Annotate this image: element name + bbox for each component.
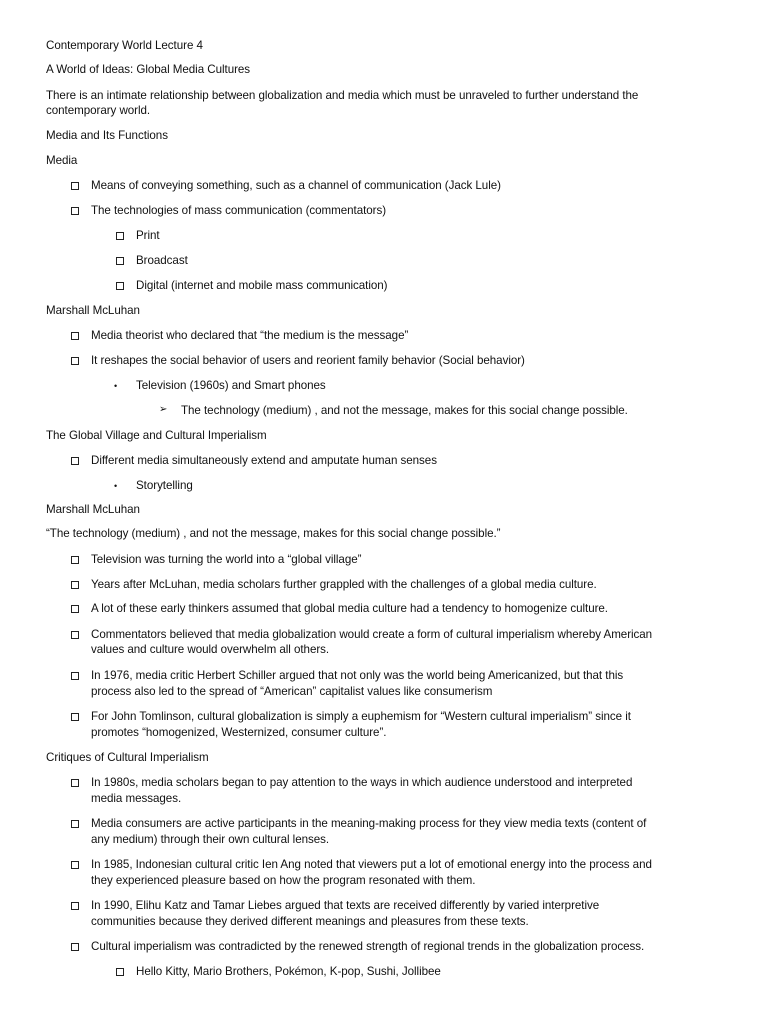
list-item: Commentators believed that media globalization would create a form of cultural imperialism whereby American [91, 628, 653, 641]
lecture-title: A World of Ideas: Global Media Cultures [46, 63, 251, 76]
list-item: It reshapes the social behavior of users and reorient family behavior (Social behavior) [91, 354, 525, 367]
heading-media: Media [46, 154, 78, 167]
list-item: Digital (internet and mobile mass communication) [136, 279, 388, 292]
checkbox-icon [116, 282, 124, 290]
list-item-continued: communities because they derived different meanings and pleasures from these texts. [91, 915, 529, 928]
list-item: Media consumers are active participants in the meaning-making process for they view media texts (content of [91, 817, 647, 830]
list-item: In 1976, media critic Herbert Schiller argued that not only was the world being Americanized, but that this [91, 669, 624, 682]
checkbox-icon [71, 207, 79, 215]
list-item: Hello Kitty, Mario Brothers, Pokémon, K-pop, Sushi, Jollibee [136, 965, 441, 978]
quote-line: “The technology (medium) , and not the message, makes for this social change possible.” [46, 527, 501, 540]
checkbox-icon [71, 332, 79, 340]
list-item: A lot of these early thinkers assumed that global media culture had a tendency to homogenize culture. [91, 602, 608, 615]
bullet-icon: • [114, 381, 118, 391]
list-item: In 1985, Indonesian cultural critic Ien Ang noted that viewers put a lot of emotional energy into the process and [91, 858, 652, 871]
list-item-continued: promotes “homogenized, Westernized, consumer culture”. [91, 726, 387, 739]
heading-marshall-mcluhan: Marshall McLuhan [46, 304, 140, 317]
list-item-continued: values and culture would overwhelm all others. [91, 643, 330, 656]
list-item: In 1980s, media scholars began to pay attention to the ways in which audience understood and interpreted [91, 776, 633, 789]
list-item-continued: they experienced pleasure based on how the program resonated with them. [91, 874, 476, 887]
checkbox-icon [71, 672, 79, 680]
list-item-continued: process also led to the spread of “American” capitalist values like consumerism [91, 685, 493, 698]
checkbox-icon [71, 457, 79, 465]
list-item: For John Tomlinson, cultural globalization is simply a euphemism for “Western cultural imperialism” since it [91, 710, 631, 723]
checkbox-icon [71, 605, 79, 613]
checkbox-icon [71, 631, 79, 639]
checkbox-icon [71, 357, 79, 365]
list-item: In 1990, Elihu Katz and Tamar Liebes argued that texts are received differently by varied interpretive [91, 899, 600, 912]
checkbox-icon [71, 943, 79, 951]
list-item: Years after McLuhan, media scholars further grappled with the challenges of a global media culture. [91, 578, 597, 591]
list-item: Cultural imperialism was contradicted by the renewed strength of regional trends in the globalization process. [91, 940, 645, 953]
list-item: The technologies of mass communication (commentators) [91, 204, 387, 217]
checkbox-icon [116, 257, 124, 265]
checkbox-icon [71, 820, 79, 828]
arrow-bullet-icon: ➢ [159, 404, 168, 415]
checkbox-icon [71, 713, 79, 721]
checkbox-icon [71, 182, 79, 190]
list-item: Storytelling [136, 479, 193, 492]
checkbox-icon [71, 556, 79, 564]
intro-line-1: There is an intimate relationship between globalization and media which must be unraveled to further understand the [46, 89, 639, 102]
list-item: Media theorist who declared that “the medium is the message” [91, 329, 409, 342]
heading-media-functions: Media and Its Functions [46, 129, 168, 142]
list-item: Print [136, 229, 160, 242]
checkbox-icon [71, 902, 79, 910]
checkbox-icon [71, 581, 79, 589]
list-item: Broadcast [136, 254, 188, 267]
list-item: Television (1960s) and Smart phones [136, 379, 326, 392]
list-item: Television was turning the world into a “global village” [91, 553, 362, 566]
list-item-continued: any medium) through their own cultural lenses. [91, 833, 330, 846]
heading-global-village: The Global Village and Cultural Imperialism [46, 429, 267, 442]
bullet-icon: • [114, 481, 118, 491]
checkbox-icon [71, 779, 79, 787]
heading-critiques: Critiques of Cultural Imperialism [46, 751, 209, 764]
heading-marshall-mcluhan-2: Marshall McLuhan [46, 503, 140, 516]
checkbox-icon [116, 968, 124, 976]
intro-line-2: contemporary world. [46, 104, 151, 117]
checkbox-icon [116, 232, 124, 240]
list-item-continued: media messages. [91, 792, 182, 805]
course-title: Contemporary World Lecture 4 [46, 39, 203, 52]
list-item: Different media simultaneously extend and amputate human senses [91, 454, 437, 467]
checkbox-icon [71, 861, 79, 869]
list-item: The technology (medium) , and not the message, makes for this social change possible. [181, 404, 628, 417]
list-item: Means of conveying something, such as a channel of communication (Jack Lule) [91, 179, 501, 192]
